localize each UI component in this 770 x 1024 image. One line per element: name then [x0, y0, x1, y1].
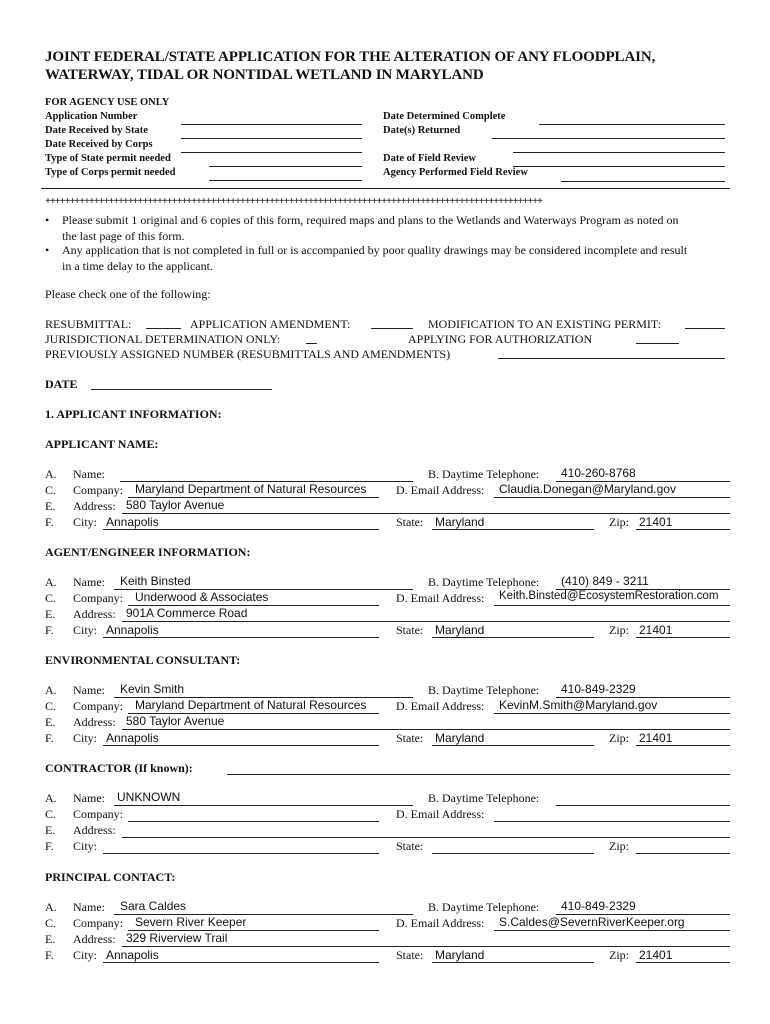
application-number-field[interactable]	[181, 124, 362, 125]
row-letter: E.	[45, 715, 56, 729]
agency-field-label: Date Received by State	[45, 125, 148, 136]
city-label: City:	[73, 515, 98, 529]
agent-email-field[interactable]	[494, 605, 730, 606]
instruction-line: Any application that is not completed in full or is accompanied by poor quality drawings may be considered incomplete and result	[62, 243, 688, 257]
agency-use-heading: FOR AGENCY USE ONLY	[45, 97, 170, 108]
principal-email-value: S.Caldes@SevernRiverKeeper.org	[499, 915, 685, 929]
principal-zip-value: 21401	[639, 948, 673, 962]
zip-label: Zip:	[609, 515, 629, 529]
previous-number-field[interactable]	[498, 358, 725, 359]
agency-divider	[41, 188, 730, 189]
previous-number-label: PREVIOUSLY ASSIGNED NUMBER (RESUBMITTALS AND AMENDMENTS)	[45, 347, 451, 361]
applicant-zip-field[interactable]	[636, 529, 730, 530]
date-received-state-field[interactable]	[181, 138, 362, 139]
contractor-heading: CONTRACTOR (If known):	[45, 761, 193, 775]
applicant-address-value: 580 Taylor Avenue	[126, 498, 225, 512]
email-label: D. Email Address:	[396, 699, 485, 713]
plus-separator: ++++++++++++++++++++++++++++++++++++++++++++++++++++++++++++++++++++++++++++++++++++++++++++++++++++++	[45, 197, 542, 208]
applicant-zip-value: 21401	[639, 515, 673, 529]
city-label: City:	[73, 839, 98, 853]
contractor-zip-field[interactable]	[636, 853, 730, 854]
phone-label: B. Daytime Telephone:	[428, 791, 540, 805]
state-label: State:	[396, 948, 424, 962]
principal-phone-value: 410-849-2329	[561, 899, 636, 913]
agency-field-label: Agency Performed Field Review	[383, 167, 528, 178]
dates-returned-field[interactable]	[492, 138, 725, 139]
agency-field-review-field[interactable]	[561, 181, 725, 182]
zip-label: Zip:	[609, 948, 629, 962]
consultant-phone-value: 410-849-2329	[561, 682, 636, 696]
applicant-address-field[interactable]	[122, 513, 730, 514]
address-label: Address:	[73, 932, 116, 946]
zip-label: Zip:	[609, 623, 629, 637]
name-label: Name:	[73, 467, 105, 481]
name-label: Name:	[73, 575, 105, 589]
agent-phone-value: (410) 849 - 3211	[561, 574, 649, 588]
contractor-phone-field[interactable]	[556, 805, 730, 806]
state-label: State:	[396, 839, 424, 853]
city-label: City:	[73, 948, 98, 962]
zip-label: Zip:	[609, 731, 629, 745]
agent-city-value: Annapolis	[106, 623, 159, 637]
company-label: Company:	[73, 916, 123, 930]
email-label: D. Email Address:	[396, 483, 485, 497]
agency-field-label: Date(s) Returned	[383, 125, 461, 136]
principal-company-value: Severn River Keeper	[135, 915, 247, 929]
applicant-city-field[interactable]	[103, 529, 379, 530]
row-letter: C.	[45, 591, 57, 605]
agent-address-field[interactable]	[122, 621, 730, 622]
applicant-company-value: Maryland Department of Natural Resources	[135, 482, 367, 496]
principal-city-value: Annapolis	[106, 948, 159, 962]
name-label: Name:	[73, 683, 105, 697]
modification-checkbox[interactable]	[685, 328, 725, 329]
consultant-state-value: Maryland	[435, 731, 485, 745]
agency-field-label: Date Determined Complete	[383, 111, 506, 122]
date-received-corps-field[interactable]	[181, 152, 362, 153]
row-letter: A.	[45, 467, 57, 481]
row-letter: E.	[45, 607, 56, 621]
consultant-zip-field[interactable]	[636, 745, 730, 746]
consultant-city-value: Annapolis	[106, 731, 159, 745]
consultant-address-field[interactable]	[122, 729, 730, 730]
row-letter: E.	[45, 823, 56, 837]
applicant-state-value: Maryland	[435, 515, 485, 529]
address-label: Address:	[73, 823, 116, 837]
agent-city-field[interactable]	[103, 637, 379, 638]
consultant-name-value: Kevin Smith	[120, 682, 185, 696]
row-letter: C.	[45, 483, 57, 497]
agency-field-label: Application Number	[45, 111, 138, 122]
row-letter: A.	[45, 900, 57, 914]
row-letter: A.	[45, 575, 57, 589]
email-label: D. Email Address:	[396, 916, 485, 930]
agent-email-value: Keith.Binsted@EcosystemRestoration.com	[499, 590, 719, 602]
phone-label: B. Daytime Telephone:	[428, 467, 540, 481]
row-letter: E.	[45, 932, 56, 946]
agent-zip-field[interactable]	[636, 637, 730, 638]
state-label: State:	[396, 623, 424, 637]
row-letter: A.	[45, 791, 57, 805]
row-letter: F.	[45, 731, 54, 745]
contractor-known-field[interactable]	[227, 774, 730, 775]
jurisdictional-checkbox[interactable]	[306, 343, 317, 344]
row-letter: A.	[45, 683, 57, 697]
name-label: Name:	[73, 900, 105, 914]
contractor-name-value: UNKNOWN	[117, 790, 181, 804]
instruction-line: the last page of this form.	[62, 229, 185, 243]
dates-returned-extra-field[interactable]	[513, 152, 725, 153]
row-letter: F.	[45, 839, 54, 853]
authorization-checkbox[interactable]	[636, 343, 679, 344]
row-letter: C.	[45, 807, 57, 821]
state-label: State:	[396, 515, 424, 529]
date-label: DATE	[45, 377, 78, 391]
company-label: Company:	[73, 591, 123, 605]
amendment-label: APPLICATION AMENDMENT:	[190, 317, 351, 331]
consultant-zip-value: 21401	[639, 731, 673, 745]
amendment-checkbox[interactable]	[371, 328, 413, 329]
company-label: Company:	[73, 807, 123, 821]
consultant-heading: ENVIRONMENTAL CONSULTANT:	[45, 653, 241, 667]
contractor-company-field[interactable]	[128, 821, 379, 822]
contractor-name-field[interactable]	[114, 805, 413, 806]
name-label: Name:	[73, 791, 105, 805]
principal-name-value: Sara Caldes	[120, 899, 187, 913]
agent-company-value: Underwood & Associates	[135, 590, 269, 604]
principal-state-field[interactable]	[432, 962, 594, 963]
contractor-state-field[interactable]	[432, 853, 594, 854]
applicant-phone-value: 410-260-8768	[561, 466, 636, 480]
row-letter: F.	[45, 623, 54, 637]
field-review-date-field[interactable]	[513, 166, 725, 167]
company-label: Company:	[73, 483, 123, 497]
row-letter: F.	[45, 948, 54, 962]
principal-heading: PRINCIPAL CONTACT:	[45, 870, 176, 884]
principal-state-value: Maryland	[435, 948, 485, 962]
agency-field-label: Type of State permit needed	[45, 153, 171, 164]
agency-field-label: Date of Field Review	[383, 153, 477, 164]
state-permit-type-field[interactable]	[209, 166, 362, 167]
applicant-heading: APPLICANT NAME:	[45, 437, 159, 451]
authorization-label: APPLYING FOR AUTHORIZATION	[408, 332, 593, 346]
consultant-company-value: Maryland Department of Natural Resources	[135, 698, 367, 712]
applicant-email-value: Claudia.Donegan@Maryland.gov	[499, 482, 676, 496]
agent-address-value: 901A Commerce Road	[126, 606, 248, 620]
date-field[interactable]	[91, 389, 272, 390]
agent-name-value: Keith Binsted	[120, 574, 191, 588]
applicant-email-field[interactable]	[494, 497, 730, 498]
resubmittal-label: RESUBMITTAL:	[45, 317, 132, 331]
principal-address-value: 329 Riverview Trail	[126, 931, 228, 945]
phone-label: B. Daytime Telephone:	[428, 683, 540, 697]
agent-state-value: Maryland	[435, 623, 485, 637]
principal-city-field[interactable]	[103, 962, 379, 963]
contractor-email-field[interactable]	[494, 821, 730, 822]
consultant-state-field[interactable]	[432, 745, 594, 746]
jurisdictional-label: JURISDICTIONAL DETERMINATION ONLY:	[45, 332, 281, 346]
consultant-city-field[interactable]	[103, 745, 379, 746]
zip-label: Zip:	[609, 839, 629, 853]
check-prompt: Please check one of the following:	[45, 287, 211, 301]
email-label: D. Email Address:	[396, 591, 485, 605]
applicant-city-value: Annapolis	[106, 515, 159, 529]
agency-field-label: Type of Corps permit needed	[45, 167, 176, 178]
applicant-state-field[interactable]	[432, 529, 594, 530]
phone-label: B. Daytime Telephone:	[428, 900, 540, 914]
principal-address-field[interactable]	[122, 946, 730, 947]
email-label: D. Email Address:	[396, 807, 485, 821]
principal-zip-field[interactable]	[636, 962, 730, 963]
resubmittal-checkbox[interactable]	[146, 328, 181, 329]
principal-email-field[interactable]	[494, 930, 730, 931]
row-letter: F.	[45, 515, 54, 529]
city-label: City:	[73, 731, 98, 745]
section-applicant-info: 1. APPLICANT INFORMATION:	[45, 407, 222, 421]
row-letter: C.	[45, 916, 57, 930]
contractor-address-field[interactable]	[122, 837, 730, 838]
contractor-city-field[interactable]	[103, 853, 379, 854]
state-label: State:	[396, 731, 424, 745]
consultant-email-value: KevinM.Smith@Maryland.gov	[499, 698, 658, 712]
row-letter: E.	[45, 499, 56, 513]
address-label: Address:	[73, 499, 116, 513]
corps-permit-type-field[interactable]	[209, 180, 362, 181]
agent-heading: AGENT/ENGINEER INFORMATION:	[45, 545, 251, 559]
agent-state-field[interactable]	[432, 637, 594, 638]
consultant-email-field[interactable]	[494, 713, 730, 714]
city-label: City:	[73, 623, 98, 637]
bullet-marker: •	[45, 213, 50, 227]
bullet-marker: •	[45, 243, 50, 257]
modification-label: MODIFICATION TO AN EXISTING PERMIT:	[428, 317, 661, 331]
form-title-line-1: JOINT FEDERAL/STATE APPLICATION FOR THE ALTERATION OF ANY FLOODPLAIN,	[45, 49, 656, 65]
form-title-line-2: WATERWAY, TIDAL OR NONTIDAL WETLAND IN MARYLAND	[45, 67, 484, 83]
agency-field-label: Date Received by Corps	[45, 139, 153, 150]
instruction-line: Please submit 1 original and 6 copies of this form, required maps and plans to the Wetlands and Waterways Program as noted on	[62, 213, 679, 227]
row-letter: C.	[45, 699, 57, 713]
address-label: Address:	[73, 607, 116, 621]
company-label: Company:	[73, 699, 123, 713]
phone-label: B. Daytime Telephone:	[428, 575, 540, 589]
address-label: Address:	[73, 715, 116, 729]
consultant-address-value: 580 Taylor Avenue	[126, 714, 225, 728]
agent-zip-value: 21401	[639, 623, 673, 637]
instruction-line: in a time delay to the applicant.	[62, 259, 213, 273]
date-determined-complete-field[interactable]	[539, 124, 725, 125]
